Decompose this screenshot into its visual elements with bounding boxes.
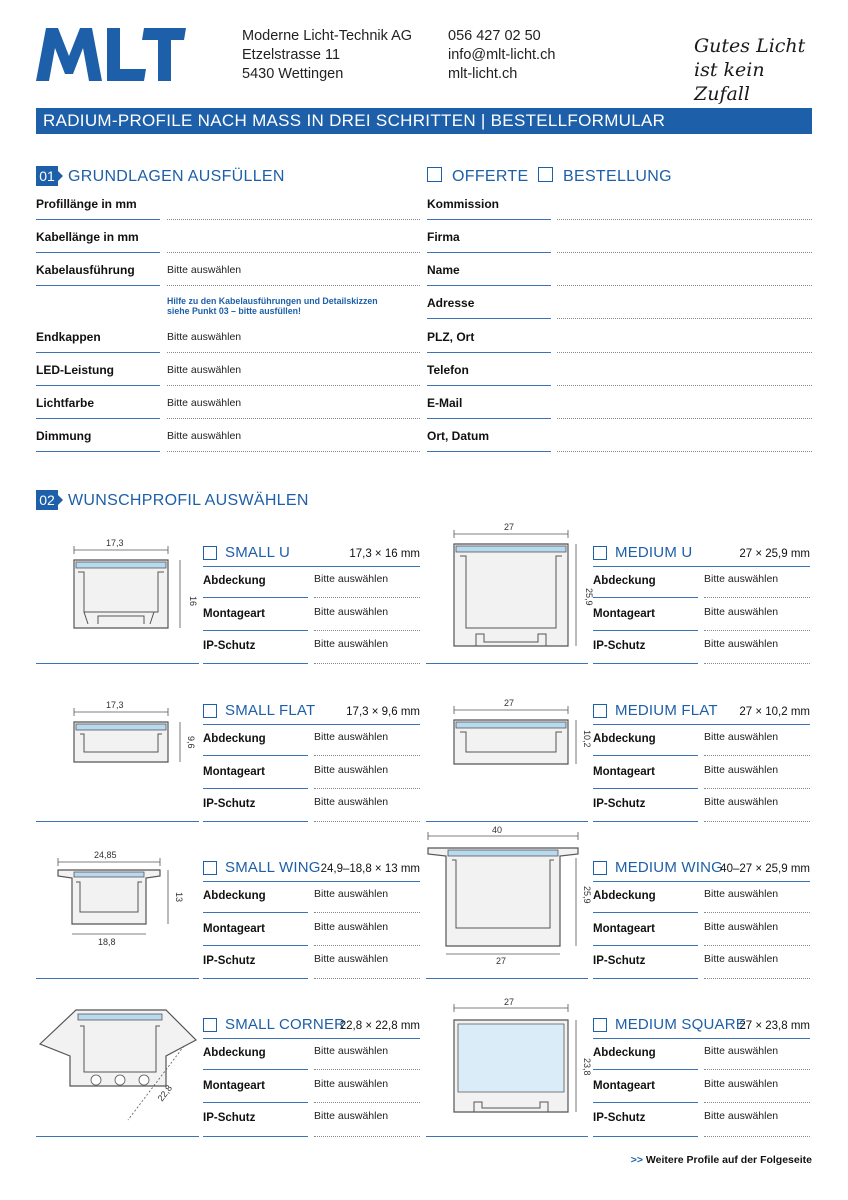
field-input-line [167, 285, 420, 286]
field-underline [36, 451, 160, 452]
field-value-led-leistung[interactable]: Bitte auswählen [167, 364, 242, 376]
small-corner-name: SMALL CORNER [225, 1016, 346, 1033]
field-label-name: Name [427, 263, 460, 277]
option-underline [203, 630, 308, 631]
small-flat-dims: 17,3 × 9,6 mm [346, 706, 420, 718]
small-flat-select-ip-schutz[interactable]: Bitte auswählen [314, 796, 389, 808]
field-label-led-leistung: LED-Leistung [36, 363, 114, 377]
option-underline [203, 912, 308, 913]
small-wing-select-montageart[interactable]: Bitte auswählen [314, 920, 389, 933]
field-underline [427, 252, 551, 253]
field-underline [36, 418, 160, 419]
option-input-line [704, 821, 810, 822]
medium-u-drawing [426, 518, 592, 664]
field-input-ort-datum[interactable] [557, 451, 812, 452]
field-label-firma: Firma [427, 230, 460, 244]
option-underline [593, 755, 698, 756]
small-wing-bottom-label: 18,8 [98, 937, 116, 947]
small-u-title-underline [203, 566, 420, 567]
kabel-hint-line-2: siehe Punkt 03 – bitte ausfüllen! [167, 306, 301, 316]
medium-u-label-montageart: Montageart [593, 607, 655, 620]
option-underline [593, 1102, 698, 1103]
small-corner-drawing-underline [36, 1136, 199, 1137]
bestellung-label: BESTELLUNG [563, 168, 672, 185]
field-label-profillaenge-in-mm: Profillänge in mm [36, 197, 137, 211]
medium-square-label-abdeckung: Abdeckung [593, 1047, 656, 1059]
medium-u-select-ip-schutz[interactable]: Bitte auswählen [704, 638, 779, 650]
medium-flat-label-ip-schutz: IP-Schutz [593, 798, 646, 810]
field-input-e-mail[interactable] [557, 418, 812, 419]
option-input-line [704, 663, 810, 664]
small-u-width-label: 17,3 [106, 538, 124, 548]
small-wing-select-ip-schutz[interactable]: Bitte auswählen [314, 953, 389, 965]
small-corner-drawing [36, 1002, 202, 1132]
small-wing-drawing [36, 848, 202, 978]
small-corner-label-montageart: Montageart [203, 1079, 265, 1092]
small-wing-name: SMALL WING [225, 859, 321, 876]
option-input-line [314, 755, 420, 756]
field-input-line [167, 219, 420, 220]
section-2-arrow-icon [58, 495, 63, 505]
medium-wing-select-ip-schutz[interactable]: Bitte auswählen [704, 953, 779, 965]
company-city: 5430 Wettingen [242, 66, 344, 82]
medium-u-label-abdeckung: Abdeckung [593, 575, 656, 587]
option-input-line [704, 1136, 810, 1137]
medium-u-name: MEDIUM U [615, 544, 693, 561]
small-flat-select-abdeckung[interactable]: Bitte auswählen [314, 731, 389, 743]
kabel-hint-line-1: Hilfe zu den Kabelausführungen und Detailskizzen [167, 296, 378, 306]
small-wing-title-underline [203, 881, 420, 882]
small-corner-diag-label: 22,8 [155, 1083, 175, 1104]
field-label-kabellaenge-in-mm: Kabellänge in mm [36, 230, 139, 244]
field-underline [427, 451, 551, 452]
small-flat-select-montageart[interactable]: Bitte auswählen [314, 763, 389, 776]
medium-square-dims: 27 × 23,8 mm [739, 1020, 810, 1032]
medium-u-checkbox[interactable] [593, 546, 607, 560]
medium-flat-checkbox[interactable] [593, 704, 607, 718]
field-underline [427, 385, 551, 386]
section-1-arrow-icon [58, 171, 63, 181]
option-input-line [314, 1069, 420, 1070]
option-input-line [704, 1069, 810, 1070]
section-2-title: WUNSCHPROFIL AUSWÄHLEN [68, 492, 309, 509]
option-underline [593, 945, 698, 946]
option-input-line [314, 788, 420, 789]
medium-square-select-ip-schutz[interactable]: Bitte auswählen [704, 1110, 779, 1122]
option-underline [203, 663, 308, 664]
small-wing-drawing-underline [36, 978, 199, 979]
field-input-name[interactable] [557, 285, 812, 286]
field-underline [36, 219, 160, 220]
option-underline [593, 821, 698, 822]
small-flat-drawing [36, 696, 202, 820]
small-wing-label-ip-schutz: IP-Schutz [203, 955, 256, 967]
company-street: Etzelstrasse 11 [242, 47, 341, 63]
field-value-kabelausfuehrung[interactable]: Bitte auswählen [167, 264, 242, 276]
option-underline [593, 1136, 698, 1137]
medium-square-width-label: 27 [504, 997, 515, 1007]
medium-flat-name: MEDIUM FLAT [615, 702, 718, 719]
field-label-ort-datum: Ort, Datum [427, 429, 490, 443]
offerte-label: OFFERTE [452, 168, 529, 185]
option-underline [593, 788, 698, 789]
medium-square-select-montageart[interactable]: Bitte auswählen [704, 1077, 779, 1090]
option-underline [593, 597, 698, 598]
option-input-line [314, 663, 420, 664]
option-underline [203, 945, 308, 946]
slogan [694, 34, 819, 106]
medium-wing-drawing [426, 824, 592, 980]
company-email[interactable]: info@mlt-licht.ch [448, 47, 556, 63]
small-u-height-label: 16 [188, 596, 198, 607]
company-address [242, 27, 412, 84]
slogan-line-1: Gutes Licht [694, 35, 806, 57]
medium-flat-select-abdeckung[interactable]: Bitte auswählen [704, 731, 779, 743]
option-underline [203, 597, 308, 598]
field-label-e-mail: E-Mail [427, 396, 463, 410]
small-u-select-abdeckung[interactable]: Bitte auswählen [314, 573, 389, 585]
small-corner-select-abdeckung[interactable]: Bitte auswählen [314, 1045, 389, 1057]
option-input-line [704, 788, 810, 789]
option-input-line [704, 755, 810, 756]
section-1-number: 01 [36, 166, 58, 186]
option-underline [593, 630, 698, 631]
small-u-checkbox[interactable] [203, 546, 217, 560]
company-web[interactable]: mlt-licht.ch [448, 66, 518, 82]
field-value-endkappen[interactable]: Bitte auswählen [167, 331, 242, 343]
small-corner-label-abdeckung: Abdeckung [203, 1047, 266, 1059]
option-underline [593, 912, 698, 913]
small-wing-label-montageart: Montageart [203, 922, 265, 935]
medium-wing-title-underline [593, 881, 810, 882]
field-value-lichtfarbe[interactable]: Bitte auswählen [167, 397, 242, 409]
field-input-firma[interactable] [557, 252, 812, 253]
option-input-line [704, 912, 810, 913]
next-page-text: Weitere Profile auf der Folgeseite [645, 1154, 812, 1166]
small-wing-height-label: 13 [174, 892, 184, 903]
medium-u-label-ip-schutz: IP-Schutz [593, 640, 646, 652]
medium-u-dims: 27 × 25,9 mm [739, 548, 810, 560]
option-input-line [314, 912, 420, 913]
option-underline [203, 788, 308, 789]
medium-flat-width-label: 27 [504, 698, 515, 708]
small-flat-title-underline [203, 724, 420, 725]
next-page-note [631, 1154, 812, 1166]
medium-square-label-ip-schutz: IP-Schutz [593, 1112, 646, 1124]
mlt-logo [36, 26, 186, 82]
small-u-drawing [36, 532, 202, 664]
field-underline [427, 418, 551, 419]
medium-wing-select-abdeckung[interactable]: Bitte auswählen [704, 888, 779, 900]
company-phone: 056 427 02 50 [448, 28, 541, 44]
medium-wing-height-label: 25,9 [582, 886, 592, 904]
small-flat-height-label: 9,6 [186, 736, 196, 749]
small-corner-label-ip-schutz: IP-Schutz [203, 1112, 256, 1124]
option-input-line [704, 597, 810, 598]
small-corner-select-montageart[interactable]: Bitte auswählen [314, 1077, 389, 1090]
option-underline [203, 978, 308, 979]
medium-u-select-abdeckung[interactable]: Bitte auswählen [704, 573, 779, 585]
field-label-lichtfarbe: Lichtfarbe [36, 396, 95, 410]
field-label-kabelausfuehrung: Kabelausführung [36, 263, 135, 277]
medium-u-width-label: 27 [504, 522, 515, 532]
medium-flat-height-label: 10,2 [582, 730, 592, 748]
medium-wing-label-montageart: Montageart [593, 922, 655, 935]
next-page-arrow-icon: >> [630, 1154, 643, 1166]
medium-flat-title-underline [593, 724, 810, 725]
field-label-endkappen: Endkappen [36, 330, 101, 344]
medium-wing-select-montageart[interactable]: Bitte auswählen [704, 920, 779, 933]
field-input-adresse[interactable] [557, 318, 812, 319]
field-input-line [167, 252, 420, 253]
bestellung-checkbox[interactable] [538, 167, 553, 182]
field-input-line [167, 352, 420, 353]
field-input-line [167, 451, 420, 452]
medium-u-select-montageart[interactable]: Bitte auswählen [704, 605, 779, 618]
medium-flat-drawing-underline [426, 821, 588, 822]
small-corner-select-ip-schutz[interactable]: Bitte auswählen [314, 1110, 389, 1122]
option-input-line [704, 1102, 810, 1103]
form-banner: RADIUM-PROFILE NACH MASS IN DREI SCHRITTEN | BESTELLFORMULAR [36, 108, 812, 134]
field-input-kommission[interactable] [557, 219, 812, 220]
small-wing-dims: 24,9–18,8 × 13 mm [320, 863, 420, 875]
section-2-number: 02 [36, 490, 58, 510]
medium-square-select-abdeckung[interactable]: Bitte auswählen [704, 1045, 779, 1057]
medium-u-title-underline [593, 566, 810, 567]
slogan-line-2: ist kein Zufall [694, 59, 765, 105]
medium-wing-label-abdeckung: Abdeckung [593, 890, 656, 902]
option-input-line [704, 945, 810, 946]
field-input-telefon[interactable] [557, 385, 812, 386]
field-underline [427, 318, 551, 319]
medium-u-height-label: 25,9 [584, 588, 594, 606]
option-input-line [314, 1136, 420, 1137]
option-underline [593, 1069, 698, 1070]
field-label-kommission: Kommission [427, 197, 500, 211]
medium-wing-bottom-label: 27 [496, 956, 507, 966]
field-input-line [167, 418, 420, 419]
field-underline [36, 385, 160, 386]
medium-square-height-label: 23,8 [582, 1058, 592, 1076]
field-underline [427, 285, 551, 286]
medium-flat-select-montageart[interactable]: Bitte auswählen [704, 763, 779, 776]
option-input-line [704, 978, 810, 979]
small-flat-width-label: 17,3 [106, 700, 124, 710]
small-u-label-ip-schutz: IP-Schutz [203, 640, 256, 652]
small-u-select-montageart[interactable]: Bitte auswählen [314, 605, 389, 618]
option-input-line [314, 630, 420, 631]
medium-square-name: MEDIUM SQUARE [615, 1016, 746, 1033]
small-flat-label-abdeckung: Abdeckung [203, 733, 266, 745]
option-underline [593, 663, 698, 664]
field-underline [427, 219, 551, 220]
option-underline [203, 1136, 308, 1137]
section-1-title: GRUNDLAGEN AUSFÜLLEN [68, 168, 285, 185]
field-value-dimmung[interactable]: Bitte auswählen [167, 430, 242, 442]
small-u-label-montageart: Montageart [203, 607, 265, 620]
company-name: Moderne Licht-Technik AG [242, 28, 413, 44]
field-label-telefon: Telefon [427, 363, 469, 377]
field-label-adresse: Adresse [427, 296, 475, 310]
medium-square-label-montageart: Montageart [593, 1079, 655, 1092]
small-wing-label-abdeckung: Abdeckung [203, 890, 266, 902]
medium-flat-dims: 27 × 10,2 mm [739, 706, 810, 718]
option-underline [203, 1069, 308, 1070]
medium-flat-label-abdeckung: Abdeckung [593, 733, 656, 745]
small-flat-checkbox[interactable] [203, 704, 217, 718]
small-corner-title-underline [203, 1038, 420, 1039]
kabel-hint [167, 296, 378, 316]
field-underline [36, 352, 160, 353]
medium-wing-label-ip-schutz: IP-Schutz [593, 955, 646, 967]
medium-flat-select-ip-schutz[interactable]: Bitte auswählen [704, 796, 779, 808]
field-label-plz-ort: PLZ, Ort [427, 330, 475, 344]
small-flat-drawing-underline [36, 821, 199, 822]
small-wing-width-label: 24,85 [94, 850, 117, 860]
field-input-line [167, 385, 420, 386]
medium-wing-width-label: 40 [492, 825, 503, 835]
small-u-dims: 17,3 × 16 mm [349, 548, 420, 560]
option-input-line [314, 597, 420, 598]
medium-square-drawing-underline [426, 1136, 588, 1137]
medium-square-title-underline [593, 1038, 810, 1039]
medium-wing-name: MEDIUM WING [615, 859, 724, 876]
field-underline [427, 352, 551, 353]
small-flat-name: SMALL FLAT [225, 702, 316, 719]
small-u-label-abdeckung: Abdeckung [203, 575, 266, 587]
option-input-line [314, 945, 420, 946]
offerte-checkbox[interactable] [427, 167, 442, 182]
medium-wing-dims: 40–27 × 25,9 mm [720, 863, 810, 875]
small-flat-label-montageart: Montageart [203, 765, 265, 778]
field-underline [36, 252, 160, 253]
small-u-select-ip-schutz[interactable]: Bitte auswählen [314, 638, 389, 650]
medium-wing-checkbox[interactable] [593, 861, 607, 875]
option-underline [203, 1102, 308, 1103]
small-corner-checkbox[interactable] [203, 1018, 217, 1032]
field-underline [36, 285, 160, 286]
medium-square-checkbox[interactable] [593, 1018, 607, 1032]
medium-flat-drawing [426, 696, 592, 820]
option-input-line [704, 630, 810, 631]
option-input-line [314, 1102, 420, 1103]
option-underline [593, 978, 698, 979]
option-input-line [314, 821, 420, 822]
field-input-plz-ort[interactable] [557, 352, 812, 353]
option-underline [203, 755, 308, 756]
company-contact [448, 27, 555, 84]
small-flat-label-ip-schutz: IP-Schutz [203, 798, 256, 810]
option-underline [203, 821, 308, 822]
small-u-name: SMALL U [225, 544, 291, 561]
small-wing-checkbox[interactable] [203, 861, 217, 875]
medium-square-drawing [426, 996, 592, 1132]
option-input-line [314, 978, 420, 979]
small-corner-dims: 22,8 × 22,8 mm [339, 1020, 420, 1032]
medium-flat-label-montageart: Montageart [593, 765, 655, 778]
field-label-dimmung: Dimmung [36, 429, 92, 443]
small-wing-select-abdeckung[interactable]: Bitte auswählen [314, 888, 389, 900]
